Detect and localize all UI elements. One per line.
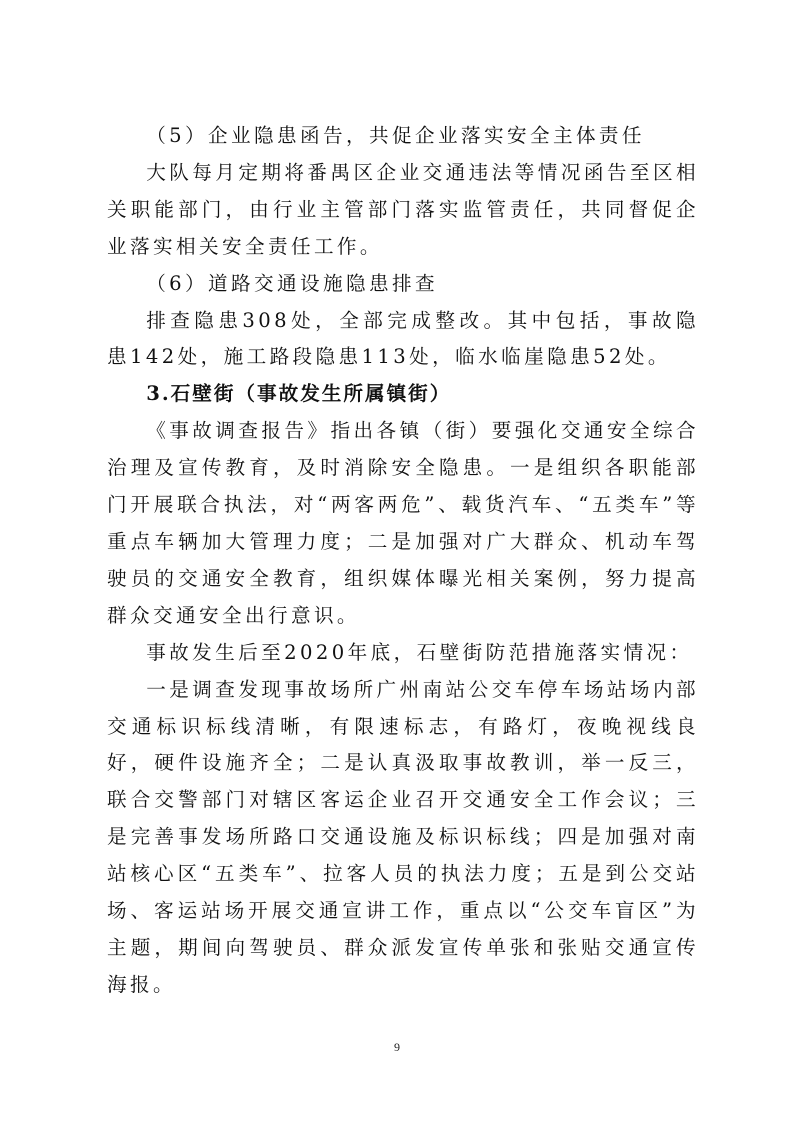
paragraph-measures-detail: 一是调查发现事故场所广州南站公交车停车场站场内部交通标识标线清晰，有限速标志，有路灯，夜晚视线良好，硬件设施齐全；二是认真汲取事故教训，举一反三，联合交警部门对辖区客运企业召开交通安全工作会议；三是完善事发场所路口交通设施及标识标线；四是加强对南站核心区“五类车”、拉客人员的执法力度；五是到公交站场、客运站场开展交通宣讲工作，重点以“公交车盲区”为主题，期间向驾驶员、群众派发宣传单张和张贴交通宣传海报。 (107, 677, 699, 996)
paragraph-measures-intro: 事故发生后至2020年底，石壁街防范措施落实情况： (146, 640, 693, 664)
page-body (107, 118, 699, 1004)
paragraph-hazard-inspection: 排查隐患308处，全部完成整改。其中包括，事故隐患142处，施工路段隐患113处，临水临崖隐患52处。 (107, 308, 699, 369)
paragraph-enterprise-notice: 大队每月定期将番禺区企业交通违法等情况函告至区相关职能部门，由行业主管部门落实监管责任，共同督促企业落实相关安全责任工作。 (107, 160, 699, 258)
section-heading-6: （6）道路交通设施隐患排查 (146, 271, 438, 295)
paragraph-investigation-report: 《事故调查报告》指出各镇（街）要强化交通安全综合治理及宣传教育，及时消除安全隐患。一是组织各职能部门开展联合执法，对“两客两危”、载货汽车、“五类车”等重点车辆加大管理力度；二是加强对广大群众、机动车驾驶员的交通安全教育，组织媒体曝光相关案例，努力提高群众交通安全出行意识。 (107, 419, 699, 627)
section-heading-5: （5）企业隐患函告，共促企业落实安全主体责任 (146, 124, 645, 147)
page-number: 9 (394, 1040, 400, 1054)
section-heading-shibi-street: 3.石壁街（事故发生所属镇街） (146, 382, 452, 406)
